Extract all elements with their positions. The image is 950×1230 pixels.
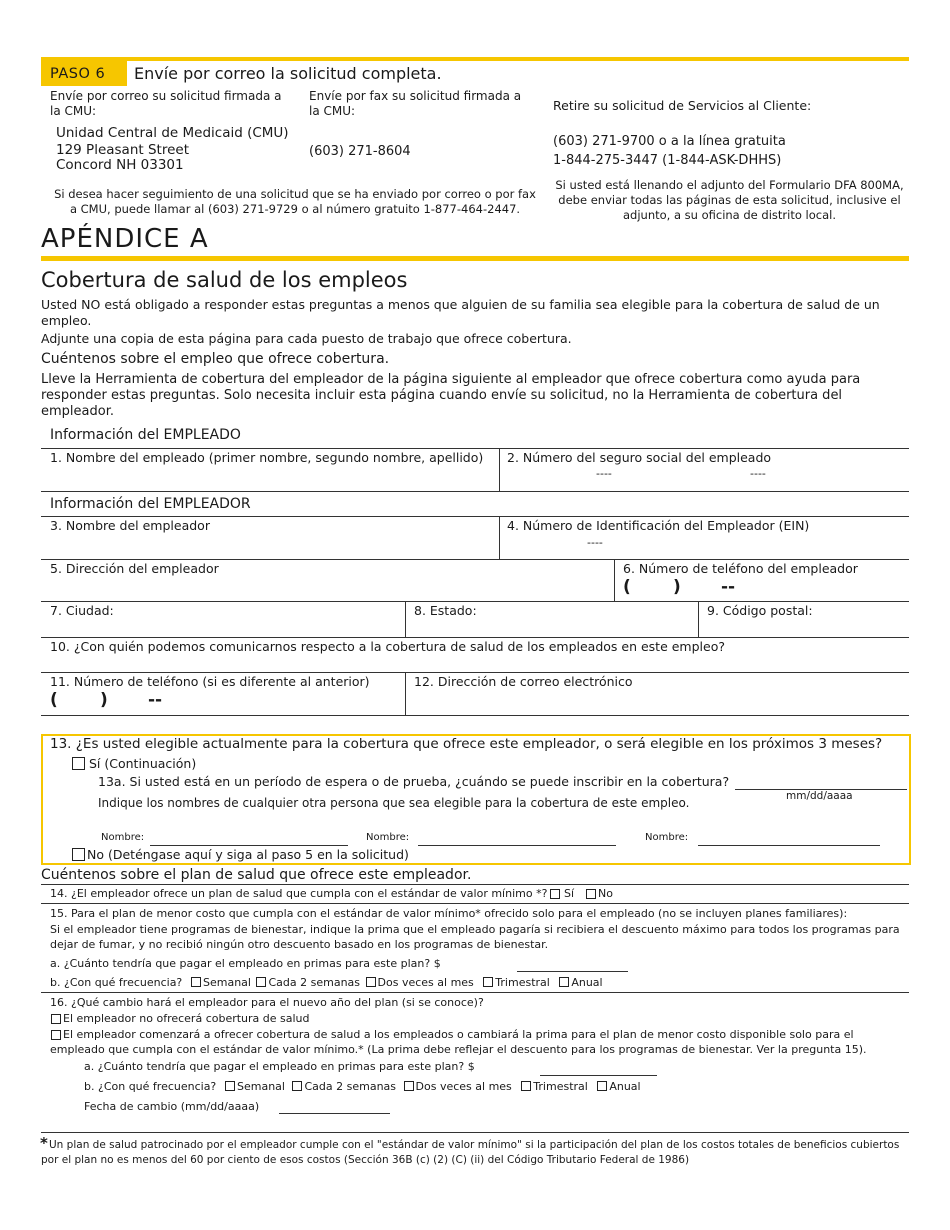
q9-zip-label: 9. Código postal: [707,603,813,618]
ssn-dash-1: ---- [596,467,612,480]
divider [41,637,909,638]
q13-names-prompt: Indique los nombres de cualquier otra persona que sea elegible para la cobertura de este empleo. [98,796,690,810]
mail-address-line3: Concord NH 03301 [56,157,184,173]
q16-freq-biweekly-checkbox[interactable] [292,1081,302,1091]
name-label-2: Nombre: [366,832,410,843]
q15a-amount-input[interactable] [517,971,628,972]
q5-address-label: 5. Dirección del empleador [50,561,219,576]
q16-freq-biweekly-label: Cada 2 semanas [304,1080,397,1093]
q4-ein-label: 4. Número de Identificación del Empleador (EIN) [507,518,810,533]
q16-freq-annual-label: Anual [609,1080,641,1093]
phone-open-paren: ( [623,577,631,597]
divider [41,491,909,492]
change-date-label: Fecha de cambio (mm/dd/aaaa) [84,1100,260,1113]
q14-question: 14. ¿El empleador ofrece un plan de salud que cumpla con el estándar de valor mínimo *? [50,887,548,900]
q15-freq-weekly-label: Semanal [203,976,251,989]
attachment-note: Si usted está llenando el adjunto del Formulario DFA 800MA, debe enviar todas las páginas de esta solicitud, inclusive el adjunto, a su oficina de distrito local. [555,178,904,222]
q15-freq-annual-checkbox[interactable] [559,977,569,987]
q15-freq-biweekly-checkbox[interactable] [256,977,266,987]
q11-phone-label: 11. Número de teléfono (si es diferente al anterior) [50,674,370,689]
fax-number: (603) 271-8604 [309,144,411,159]
q15-freq-semimonthly-checkbox[interactable] [366,977,376,987]
pickup-label: Retire su solicitud de Servicios al Cliente: [553,98,812,113]
name-input-3[interactable] [698,845,880,846]
appendix-title: APÉNDICE A [41,224,209,254]
q16-frequency-options [225,1079,641,1095]
plan-header: Cuéntenos sobre el plan de salud que ofrece este empleador. [41,867,472,883]
top-accent-bar [41,57,909,61]
divider [41,992,909,993]
ein-dash: ---- [587,536,603,549]
q16-opt1-label: El empleador no ofrecerá cobertura de salud [63,1012,310,1025]
name-label-3: Nombre: [645,832,689,843]
divider [698,601,699,637]
tracking-note: Si desea hacer seguimiento de una solicitud que se ha enviado por correo o por fax a CMU, puede llamar al (603) 271-9729 o al número gratuito 1-877-464-2447. [54,187,536,216]
q3-employer-name-label: 3. Nombre del empleador [50,518,210,533]
divider [41,1132,909,1133]
q16-freq-weekly-label: Semanal [237,1080,285,1093]
q10-contact-label: 10. ¿Con quién podemos comunicarnos respecto a la cobertura de salud de los empleados en este empleo? [50,639,725,654]
q14-no-checkbox[interactable] [586,889,596,899]
q13-yes-checkbox[interactable] [72,757,85,770]
q16-freq-quarterly-checkbox[interactable] [521,1081,531,1091]
phone-close-paren: ) [673,577,681,597]
q16-freq-quarterly-label: Trimestral [533,1080,588,1093]
employee-header: Información del EMPLEADO [50,427,241,443]
q15-freq-quarterly-checkbox[interactable] [483,977,493,987]
q13a-date-hint: mm/dd/aaaa [786,790,853,802]
q15-freq-biweekly-label: Cada 2 semanas [268,976,361,989]
contact-phone-dash: -- [148,690,163,710]
q13-no-checkbox[interactable] [72,848,85,861]
name-input-2[interactable] [418,845,616,846]
footnote-star: * [40,1134,48,1152]
q15-freq-annual-label: Anual [571,976,603,989]
footnote: Un plan de salud patrocinado por el empleador cumple con el "estándar de valor mínimo" si la participación del plan de los costos totales de beneficios cubiertos por el plan no es menos del 60 por ciento de esos costos (Sección 36B (c) (2) (C) (ii) del Código Tributario Federal de 1986) [41,1139,900,1166]
q12-email-label: 12. Dirección de correo electrónico [414,674,633,689]
divider [41,601,909,602]
divider [41,672,909,673]
q15-question: 15. Para el plan de menor costo que cumpla con el estándar de valor mínimo* ofrecido solo para el empleado (no se incluyen planes familiares): [50,907,848,920]
divider [41,715,909,716]
instructions-text: Lleve la Herramienta de cobertura del empleador de la página siguiente al empleador que ofrece cobertura como ayuda para responder estas preguntas. Solo necesita incluir esta página cuando envíe su solicitud, no la Herramienta de cobertura del empleador. [41,372,861,419]
contact-phone-open-paren: ( [50,690,58,710]
step-badge-label: PASO 6 [50,66,106,82]
q15b-question: b. ¿Con qué frecuencia? [50,976,183,989]
q16-opt2-label: El empleador comenzará a ofrecer cobertura de salud a los empleados o cambiará la prima para el plan de menor costo disponible solo para el empleado que cumpla con el estándar de valor mínimo.* (La prima debe reflejar el descuento para los programas de bienestar. Ver la pregunta 15). [50,1028,867,1056]
q14-yes-checkbox[interactable] [550,889,560,899]
q16-question: 16. ¿Qué cambio hará el empleador para el nuevo año del plan (si se conoce)? [50,996,484,1009]
phone-dash: -- [721,577,736,597]
q7-city-label: 7. Ciudad: [50,603,114,618]
mail-label: Envíe por correo su solicitud firmada a la CMU: [50,89,282,118]
q15-freq-semimonthly-label: Dos veces al mes [377,976,474,989]
q1-employee-name-label: 1. Nombre del empleado (primer nombre, segundo nombre, apellido) [50,450,484,465]
phone-line1: (603) 271-9700 o a la línea gratuita [553,134,786,149]
fax-label: Envíe por fax su solicitud firmada a la CMU: [309,89,522,118]
change-date-input[interactable] [279,1113,390,1114]
q13-yes-label: Sí (Continuación) [89,756,197,771]
section-job-heading: Cuéntenos sobre el empleo que ofrece cobertura. [41,351,390,367]
q15a-question: a. ¿Cuánto tendría que pagar el empleado en primas para este plan? $ [50,957,441,970]
divider [41,559,909,560]
q14-no-label: No [598,887,613,900]
intro-text-1: Usted NO está obligado a responder estas preguntas a menos que alguien de su familia sea elegible para la cobertura de salud de un empleo. [41,297,880,328]
q15-note: Si el empleador tiene programas de bienestar, indique la prima que el empleado pagaría si recibiera el descuento máximo para todos los programas para dejar de fumar, y no recibió ningún otro descuento basado en los programas de bienestar. [50,923,900,951]
q16-freq-annual-checkbox[interactable] [597,1081,607,1091]
q16-freq-weekly-checkbox[interactable] [225,1081,235,1091]
q15-frequency-options [191,975,603,991]
q15-freq-weekly-checkbox[interactable] [191,977,201,987]
ssn-dash-2: ---- [750,467,766,480]
q6-phone-label: 6. Número de teléfono del empleador [623,561,858,576]
intro-text-2: Adjunte una copia de esta página para cada puesto de trabajo que ofrece cobertura. [41,331,572,346]
mail-address-line2: 129 Pleasant Street [56,142,189,158]
phone-line2: 1-844-275-3447 (1-844-ASK-DHHS) [553,153,782,168]
divider [41,516,909,517]
q2-ssn-label: 2. Número del seguro social del empleado [507,450,772,465]
q14-yes-label: Sí [564,887,575,900]
step-title: Envíe por correo la solicitud completa. [134,64,442,83]
q16-freq-semimonthly-label: Dos veces al mes [415,1080,512,1093]
divider [41,884,909,885]
q13a-question: 13a. Si usted está en un período de espera o de prueba, ¿cuándo se puede inscribir en la cobertura? [98,774,730,789]
mail-address-line1: Unidad Central de Medicaid (CMU) [56,125,289,141]
q13-question: 13. ¿Es usted elegible actualmente para la cobertura que ofrece este empleador, o será elegible en los próximos 3 meses? [50,736,883,752]
name-label-1: Nombre: [101,832,145,843]
q8-state-label: 8. Estado: [414,603,477,618]
divider [405,601,406,637]
q16a-question: a. ¿Cuánto tendría que pagar el empleado en primas para este plan? $ [84,1060,475,1073]
q13-no-label: No (Deténgase aquí y siga al paso 5 en la solicitud) [87,847,409,862]
q16a-amount-input[interactable] [540,1075,657,1076]
divider [41,448,909,449]
divider [405,672,406,715]
divider [41,903,909,904]
contact-phone-close-paren: ) [100,690,108,710]
q16-freq-semimonthly-checkbox[interactable] [404,1081,414,1091]
appendix-accent-bar [41,256,909,261]
divider [499,516,500,559]
q15-freq-quarterly-label: Trimestral [495,976,550,989]
q16b-question: b. ¿Con qué frecuencia? [84,1080,217,1093]
divider [499,448,500,491]
appendix-subtitle: Cobertura de salud de los empleos [41,268,408,292]
employer-header: Información del EMPLEADOR [50,496,251,512]
divider [614,559,615,601]
q16-opt1-checkbox[interactable] [51,1014,61,1024]
